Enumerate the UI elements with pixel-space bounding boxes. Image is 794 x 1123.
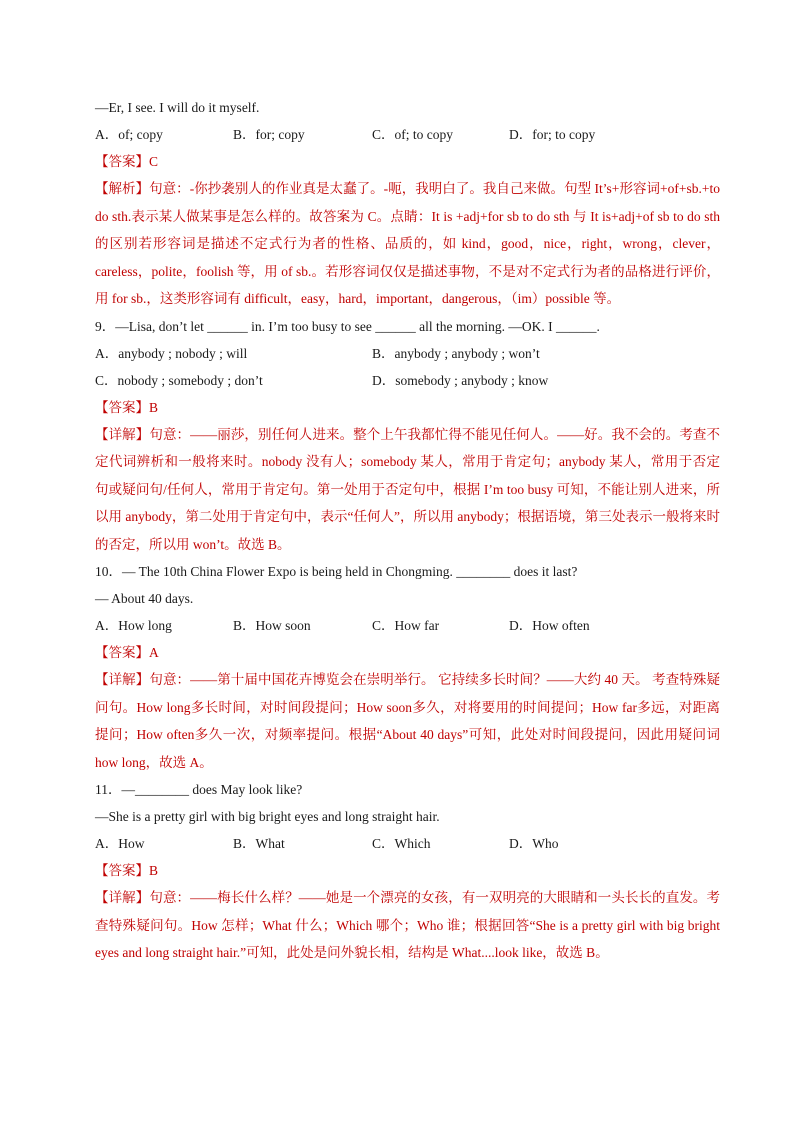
q9-options-row2 xyxy=(95,367,720,394)
q8-option-a: A．of; copy xyxy=(95,127,163,142)
q8-options xyxy=(95,121,720,148)
q9-options-row1 xyxy=(95,340,720,367)
q10-answer xyxy=(95,639,720,666)
q9-option-a: A．anybody ; nobody ; will xyxy=(95,345,248,361)
q10-option-a: A．How long xyxy=(95,618,172,633)
q8-reply: —Er, I see. I will do it myself. xyxy=(95,100,260,115)
q10-option-d: D．How often xyxy=(509,618,590,633)
q10-stem: 10．— The 10th China Flower Expo is being held in Chongming. ________ does it last? xyxy=(95,564,578,579)
analysis-label: 【详解】 xyxy=(95,890,150,905)
q10-reply: — About 40 days. xyxy=(95,591,194,606)
q10-analysis xyxy=(95,666,720,776)
analysis-label: 【解析】 xyxy=(95,181,150,196)
q11-option-b: B．What xyxy=(233,836,285,851)
q11-analysis-text: 句意：——梅长什么样？——她是一个漂亮的女孩，有一双明亮的大眼睛和一头长长的直发。考查特殊疑问句。How 怎样；What 什么；Which 哪个；Who 谁；根据回答“She is a pretty girl with big bright eyes and long straight hair.”可知，此处是问外貌长相，结构是 What....look like，故选 B。 xyxy=(95,890,721,960)
q10-option-b: B．How soon xyxy=(233,618,311,633)
q11-reply: —She is a pretty girl with big bright eyes and long straight hair. xyxy=(95,809,440,824)
q8-analysis xyxy=(95,175,720,313)
q11-analysis xyxy=(95,884,720,967)
q11-option-a: A．How xyxy=(95,836,145,851)
q8-option-c: C．of; to copy xyxy=(372,127,453,142)
q8-answer xyxy=(95,148,720,175)
q10-analysis-text: 句意：——第十届中国花卉博览会在崇明举行。 它持续多长时间？——大约 40 天。 考查特殊疑问句。How long多长时间，对时间段提问；How soon多久，对将要用的时间提问；How far多远，对距离提问；How often多久一次，对频率提问。根据“About 40 days”可知，此处对时间段提问，因此用疑问词 how long，故选 A。 xyxy=(95,672,721,770)
analysis-label: 【详解】 xyxy=(95,426,150,442)
answer-label: 【答案】 xyxy=(95,863,149,878)
q9-stem: 9．—Lisa, don’t let ______ in. I’m too busy to see ______ all the morning. —OK. I ______. xyxy=(95,318,600,334)
answer-label: 【答案】 xyxy=(95,399,149,415)
q11-answer xyxy=(95,857,720,884)
q9-option-b: B．anybody ; anybody ; won’t xyxy=(372,345,540,361)
q11-option-c: C．Which xyxy=(372,836,431,851)
q10-options xyxy=(95,612,720,639)
q10-option-c: C．How far xyxy=(372,618,440,633)
q8-answer-value: C xyxy=(149,154,159,169)
q9-analysis xyxy=(95,421,720,559)
answer-label: 【答案】 xyxy=(95,645,149,660)
answer-label: 【答案】 xyxy=(95,154,149,169)
q9-analysis-text: 句意：——丽莎，别任何人进来。整个上午我都忙得不能见任何人。——好。我不会的。考查不定代词辨析和一般将来时。nobody 没有人；somebody 某人，常用于肯定句；anybody 某人，常用于否定句或疑问句/任何人，常用于肯定句。第一处用于否定句中，根据 I’m too busy 可知，不能让别人进来，所以用 anybody，第二处用于肯定句中，表示“任何人”，所以用 anybody；根据语境，第三处表示一般将来时的否定，所以用 won’t。故选 B。 xyxy=(95,426,721,552)
q11-option-d: D．Who xyxy=(509,836,559,851)
q8-analysis-text: 句意：-你抄袭别人的作业真是太蠢了。-呃，我明白了。我自己来做。句型 It’s+形容词+of+sb.+to do sth.表示某人做某事是怎么样的。故答案为 C。点睛：It is +adj+for sb to do sth 与 It is+adj+of sb to do sth 的区别若形容词是描述不定式行为者的性格、品质的，如 kind，good，nice，right，wrong，clever，careless，polite，foolish 等，用 of sb.。若形容词仅仅是描述事物，不是对不定式行为者的品格进行评价，用 for sb.，这类形容词有 difficult，easy，hard，important，dangerous，（im）possible 等。 xyxy=(95,181,720,306)
q11-stem: 11．—________ does May look like? xyxy=(95,782,303,797)
q8-option-d: D．for; to copy xyxy=(509,127,596,142)
q11-options xyxy=(95,830,720,857)
q9-option-d: D．somebody ; anybody ; know xyxy=(372,372,549,388)
q10-answer-value: A xyxy=(149,645,159,660)
q9-answer xyxy=(95,394,720,421)
document-body xyxy=(95,94,720,967)
q8-option-b: B．for; copy xyxy=(233,127,305,142)
q9-option-c: C．nobody ; somebody ; don’t xyxy=(95,372,263,388)
analysis-label: 【详解】 xyxy=(95,672,150,687)
q9-answer-value: B xyxy=(149,399,159,415)
q11-answer-value: B xyxy=(149,863,159,878)
